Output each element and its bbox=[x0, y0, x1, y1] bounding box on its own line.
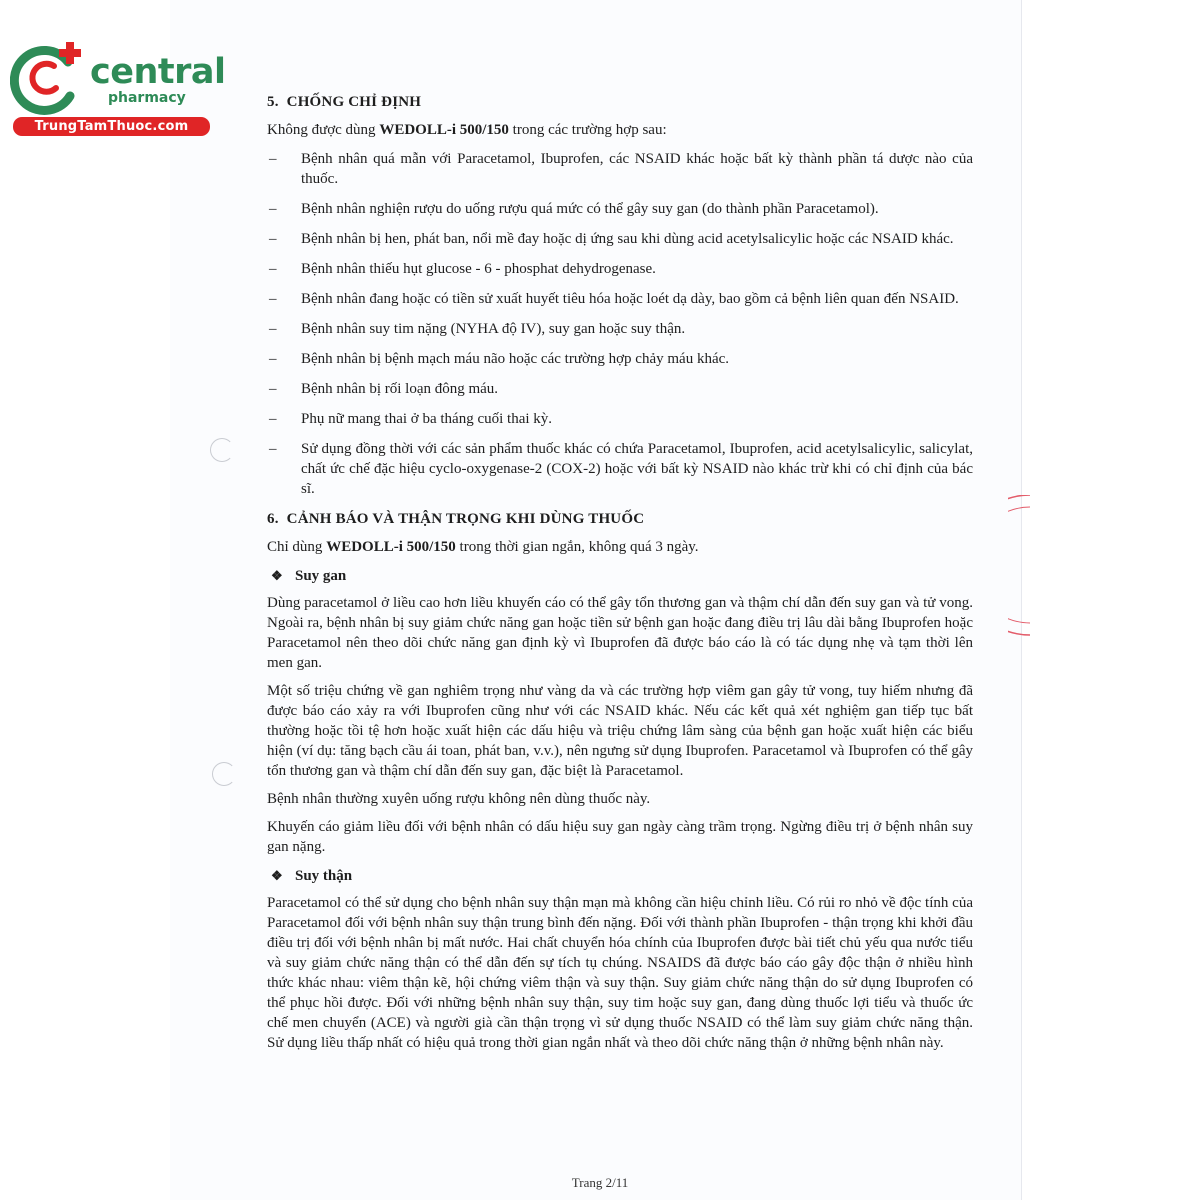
section-6-heading: CẢNH BÁO VÀ THẬN TRỌNG KHI DÙNG THUỐC bbox=[286, 511, 645, 527]
paragraph: Khuyến cáo giảm liều đối với bệnh nhân có dấu hiệu suy gan ngày càng trầm trọng. Ngừng điều trị ở bệnh nhân suy gan nặng. bbox=[267, 819, 973, 855]
list-item-text: Bệnh nhân thiếu hụt glucose - 6 - phosphat dehydrogenase. bbox=[301, 261, 656, 277]
punch-hole bbox=[212, 762, 236, 786]
dash-bullet: – bbox=[269, 351, 277, 367]
section-5-intro bbox=[267, 120, 973, 140]
central-pharmacy-logo-icon bbox=[10, 38, 100, 118]
intro-text: trong thời gian ngắn, không quá 3 ngày. bbox=[455, 539, 699, 555]
document-content bbox=[267, 92, 973, 1061]
list-item-text: Bệnh nhân suy tim nặng (NYHA độ IV), suy gan hoặc suy thận. bbox=[301, 321, 686, 337]
list-item bbox=[267, 409, 973, 429]
subheading-liver bbox=[271, 566, 973, 586]
dash-bullet: – bbox=[269, 151, 277, 167]
dash-bullet: – bbox=[269, 291, 277, 307]
paragraph: Một số triệu chứng về gan nghiêm trọng như vàng da và các trường hợp viêm gan gây tử vong, tuy hiếm nhưng đã được báo cáo xảy ra với Ibuprofen cũng như với các NSAID khác. Nếu các kết quả xét nghiệm gan tiếp tục bất thường hoặc tồi tệ hơn hoặc xuất hiện các dấu hiệu và triệu chứng lâm sàng của bệnh gan hoặc xuất hiện các biểu hiện (ví dụ: tăng bạch cầu ái toan, phát ban, v.v.), nên ngưng sử dụng Ibuprofen. Paracetamol và Ibuprofen có thể gây tổn thương gan và thậm chí dẫn đến suy gan, đặc biệt là Paracetamol. bbox=[267, 683, 973, 779]
list-item bbox=[267, 439, 973, 499]
diamond-bullet-icon: ❖ bbox=[271, 868, 283, 883]
list-item bbox=[267, 229, 973, 249]
subheading-text: Suy thận bbox=[295, 868, 353, 884]
list-item bbox=[267, 199, 973, 219]
list-item bbox=[267, 149, 973, 189]
section-6-title bbox=[267, 509, 973, 529]
list-item-text: Bệnh nhân đang hoặc có tiền sử xuất huyết tiêu hóa hoặc loét dạ dày, bao gồm cả bệnh liên quan đến NSAID. bbox=[301, 291, 959, 307]
list-item-text: Bệnh nhân bị hen, phát ban, nổi mề đay hoặc dị ứng sau khi dùng acid acetylsalicylic hoặc các NSAID khác. bbox=[301, 231, 954, 247]
list-item-text: Bệnh nhân nghiện rượu do uống rượu quá mức có thể gây suy gan (do thành phần Paracetamol). bbox=[301, 201, 879, 217]
list-item bbox=[267, 259, 973, 279]
dash-bullet: – bbox=[269, 231, 277, 247]
list-item bbox=[267, 379, 973, 399]
subheading-kidney bbox=[271, 866, 973, 886]
dash-bullet: – bbox=[269, 441, 277, 457]
logo-brand: central bbox=[90, 52, 226, 92]
list-item-text: Phụ nữ mang thai ở ba tháng cuối thai kỳ. bbox=[301, 411, 553, 427]
list-item bbox=[267, 289, 973, 309]
paragraph: Paracetamol có thể sử dụng cho bệnh nhân suy thận mạn mà không cần hiệu chỉnh liều. Có rủi ro nhỏ về độc tính của Paracetamol đối với bệnh nhân suy thận trung bình đến nặng. Đối với thành phần Ibuprofen - thận trọng khi khởi đầu điều trị đối với bệnh nhân bị mất nước. Hai chất chuyển hóa chính của Ibuprofen được bài tiết chủ yếu qua nước tiểu và suy giảm chức năng thận có thể dẫn đến sự tích tụ chúng. NSAIDS đã được báo cáo gây độc thận ở nhiều hình thức khác nhau: viêm thận kẽ, hội chứng viêm thận và suy thận. Suy giảm chức năng thận do sử dụng Ibuprofen có thể phục hồi được. Đối với những bệnh nhân suy thận, suy tim hoặc suy gan, đang dùng thuốc lợi tiểu và thuốc ức chế men chuyển (ACE) và người già cần thận trọng vì sử dụng thuốc NSAID có thể làm suy giảm chức năng thận. Sử dụng liều thấp nhất có hiệu quả trong thời gian ngắn nhất và theo dõi chức năng thận ở những bệnh nhân này. bbox=[267, 895, 973, 1051]
intro-text: Chỉ dùng bbox=[267, 539, 327, 555]
section-5-heading: CHỐNG CHỈ ĐỊNH bbox=[286, 94, 422, 110]
page-number: Trang 2/11 bbox=[571, 1175, 629, 1190]
section-5-title bbox=[267, 92, 973, 112]
section-6-intro bbox=[267, 537, 973, 557]
logo-banner: TrungTamThuoc.com bbox=[13, 117, 210, 136]
list-item-text: Bệnh nhân bị bệnh mạch máu não hoặc các trường hợp chảy máu khác. bbox=[301, 351, 730, 367]
dash-bullet: – bbox=[269, 261, 277, 277]
list-item bbox=[267, 319, 973, 339]
dash-bullet: – bbox=[269, 321, 277, 337]
list-item-text: Bệnh nhân bị rối loạn đông máu. bbox=[301, 381, 499, 397]
product-name: WEDOLL-i 500/150 bbox=[379, 122, 509, 138]
section-5-number: 5. bbox=[267, 94, 279, 110]
list-item-text: Sử dụng đồng thời với các sản phẩm thuốc khác có chứa Paracetamol, Ibuprofen, acid acetylsalicylic, salicylat, chất ức chế đặc hiệu cyclo-oxygenase-2 (COX-2) hoặc với bất kỳ NSAID nào khác trừ khi có chỉ định của bác sĩ. bbox=[301, 441, 973, 497]
intro-text: trong các trường hợp sau: bbox=[508, 122, 667, 138]
dash-bullet: – bbox=[269, 381, 277, 397]
list-item-text: Bệnh nhân quá mẫn với Paracetamol, Ibuprofen, các NSAID khác hoặc bất kỳ thành phần tá dược nào của thuốc. bbox=[301, 151, 973, 187]
logo-sub: pharmacy bbox=[108, 90, 186, 106]
subheading-text: Suy gan bbox=[295, 568, 347, 584]
red-stamp-fragment bbox=[1008, 495, 1032, 645]
dash-bullet: – bbox=[269, 411, 277, 427]
dash-bullet: – bbox=[269, 201, 277, 217]
section-6-number: 6. bbox=[267, 511, 279, 527]
product-name: WEDOLL-i 500/150 bbox=[326, 539, 456, 555]
list-item bbox=[267, 349, 973, 369]
punch-hole bbox=[210, 438, 234, 462]
paragraph: Dùng paracetamol ở liều cao hơn liều khuyến cáo có thể gây tổn thương gan và thậm chí dẫn đến suy gan và tử vong. Ngoài ra, bệnh nhân bị suy giảm chức năng gan hoặc tiền sử bệnh gan hoặc đang điều trị lâu dài bằng Ibuprofen hoặc Paracetamol nên theo dõi chức năng gan định kỳ vì Ibuprofen đã được báo cáo là có tác dụng nhẹ và tạm thời lên men gan. bbox=[267, 595, 973, 671]
intro-text: Không được dùng bbox=[267, 122, 380, 138]
paragraph: Bệnh nhân thường xuyên uống rượu không nên dùng thuốc này. bbox=[267, 791, 651, 807]
contraindication-list bbox=[267, 149, 973, 499]
diamond-bullet-icon: ❖ bbox=[271, 568, 283, 583]
